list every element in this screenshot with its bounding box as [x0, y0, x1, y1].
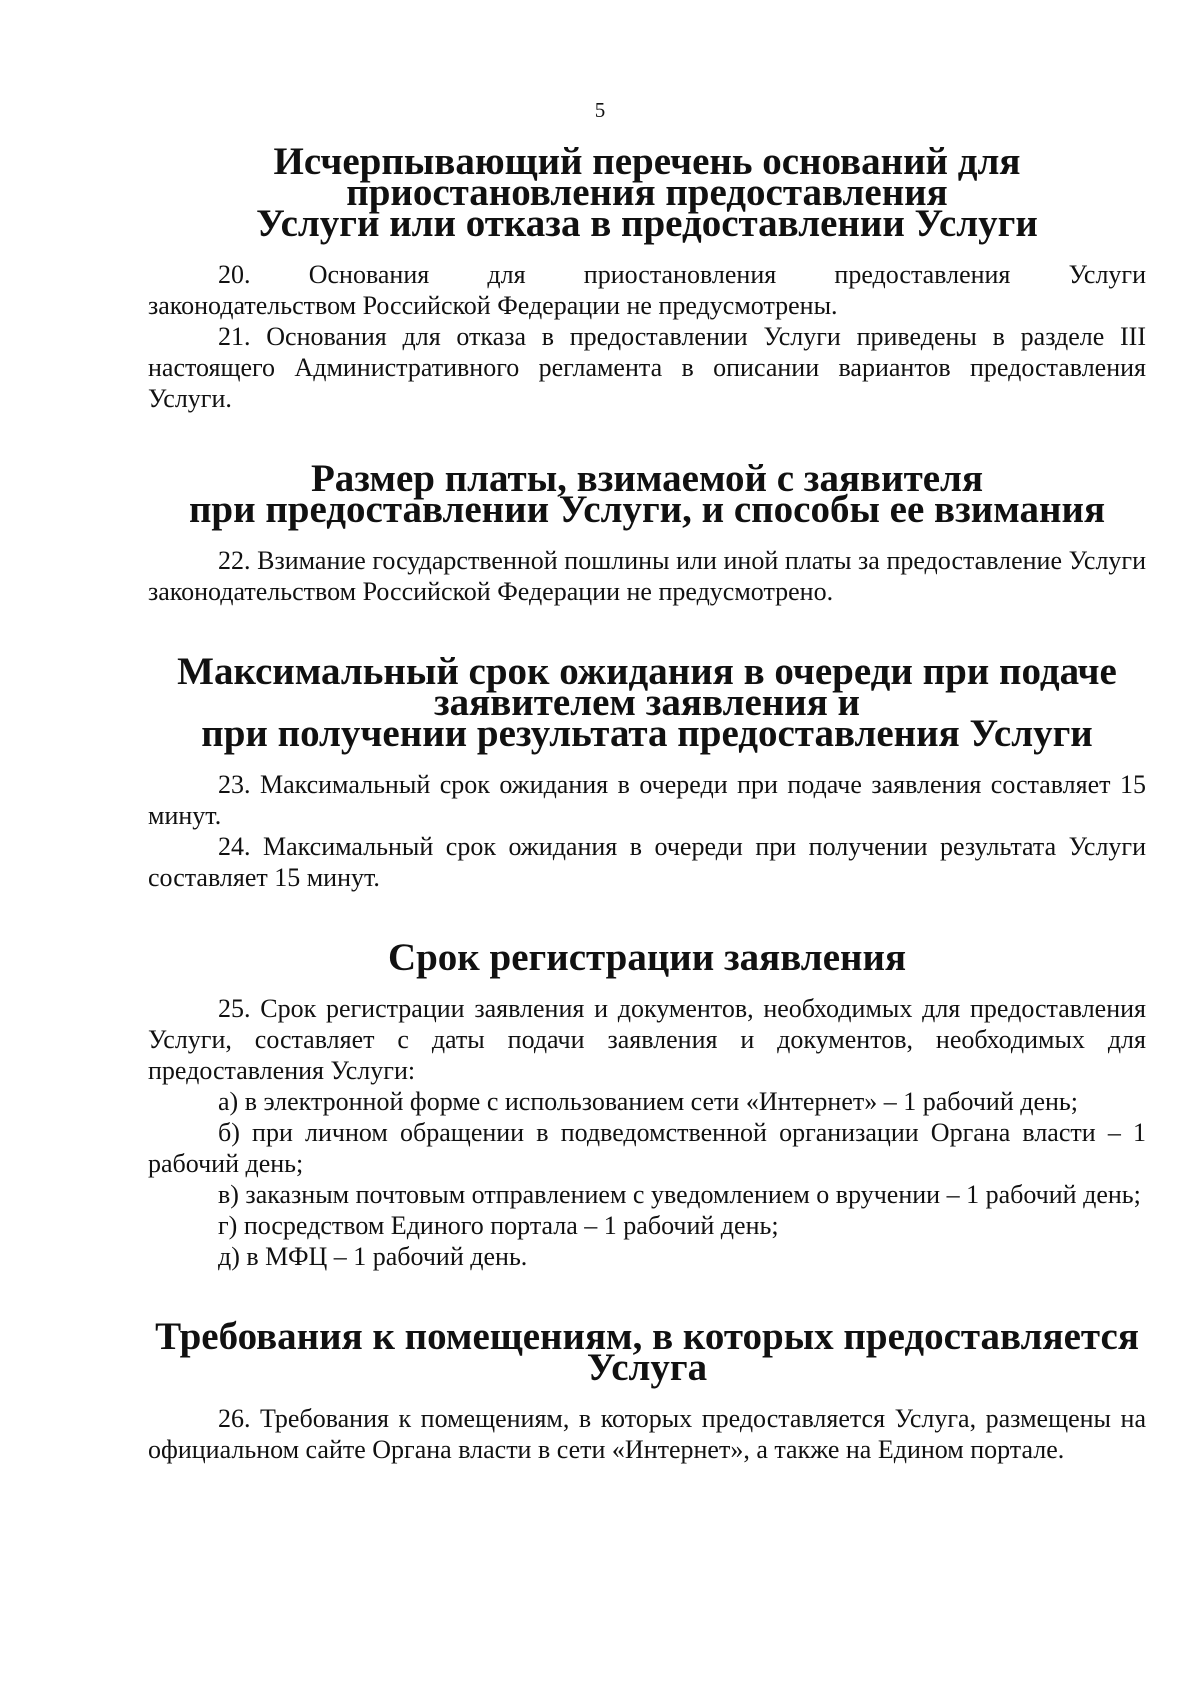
document-body	[148, 140, 1146, 1465]
page-number: 5	[594, 98, 606, 122]
list-item-g: г) посредством Единого портала – 1 рабочий день;	[218, 1211, 779, 1240]
paragraph-24: 24. Максимальный срок ожидания в очереди при получении результата Услуги составляет 15 минут.	[148, 832, 1146, 892]
paragraph-20-first-line: 20. Основания для приостановления предоставления Услуги	[218, 260, 1146, 289]
section-heading	[148, 1315, 1146, 1389]
paragraph-23: 23. Максимальный срок ожидания в очереди при подаче заявления составляет 15 минут.	[148, 770, 1146, 830]
heading-line: при предоставлении Услуги, и способы ее взимания	[188, 488, 1106, 531]
section-premises-requirements	[148, 1315, 1146, 1465]
heading-line: Исчерпывающий перечень оснований для приостановления предоставления	[273, 140, 1021, 214]
paragraph-22: 22. Взимание государственной пошлины или иной платы за предоставление Услуги законодательством Российской Федерации не предусмотрено.	[148, 546, 1146, 606]
section-queue-wait-time	[148, 650, 1146, 893]
heading-line: Максимальный срок ожидания в очереди при подаче заявителем заявления и	[177, 650, 1117, 724]
paragraph-26: 26. Требования к помещениям, в которых предоставляется Услуга, размещены на официальном сайте Органа власти в сети «Интернет», а также на Едином портале.	[148, 1404, 1146, 1464]
heading-line: Размер платы, взимаемой с заявителя	[310, 457, 984, 500]
section-heading	[148, 936, 1146, 979]
section-suspension-refusal-grounds	[148, 140, 1146, 414]
section-heading	[148, 140, 1146, 245]
section-heading	[148, 457, 1146, 531]
section-registration-term	[148, 936, 1146, 1272]
heading-line: Требования к помещениям, в которых предоставляется Услуга	[155, 1315, 1139, 1389]
list-item-d: д) в МФЦ – 1 рабочий день.	[218, 1242, 528, 1271]
heading-line: Услуги или отказа в предоставлении Услуги	[256, 202, 1038, 245]
section-fee	[148, 457, 1146, 607]
paragraph-25: 25. Срок регистрации заявления и документов, необходимых для предоставления Услуги, составляет с даты подачи заявления и документов, необходимых для предоставления Услуги:	[148, 994, 1146, 1085]
list-item-v: в) заказным почтовым отправлением с уведомлением о вручении – 1 рабочий день;	[218, 1180, 1141, 1209]
list-item-a: а) в электронной форме с использованием сети «Интернет» – 1 рабочий день;	[218, 1087, 1078, 1116]
heading-line: Срок регистрации заявления	[387, 936, 907, 979]
section-heading	[148, 650, 1146, 755]
list-item-b: б) при личном обращении в подведомственной организации Органа власти – 1 рабочий день;	[148, 1118, 1146, 1178]
heading-line: при получении результата предоставления Услуги	[201, 712, 1093, 755]
paragraph-21: 21. Основания для отказа в предоставлении Услуги приведены в разделе III настоящего Административного регламента в описании вариантов предоставления Услуги.	[148, 322, 1146, 413]
paragraph-20-continuation: законодательством Российской Федерации не предусмотрены.	[148, 291, 838, 320]
